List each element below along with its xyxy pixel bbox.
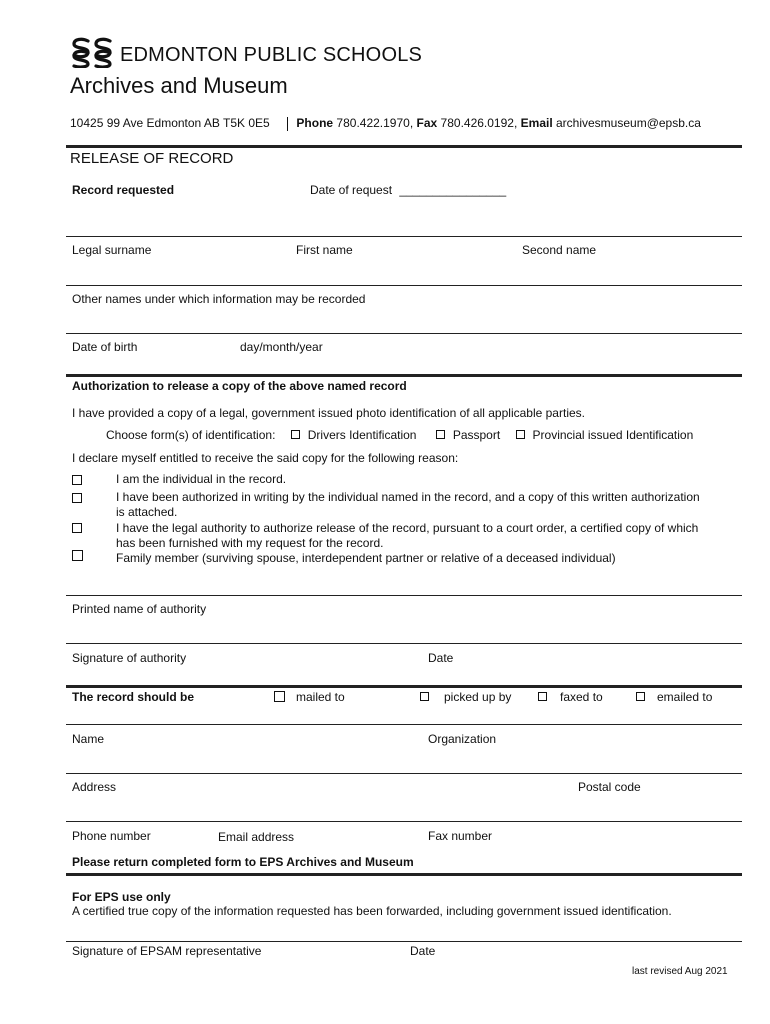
- date-of-request-field[interactable]: ________________: [399, 183, 507, 197]
- rule: [66, 236, 742, 237]
- section-rule: [66, 374, 742, 377]
- other-names-field[interactable]: Other names under which information may be recorded: [72, 292, 366, 306]
- declare-statement: I declare myself entitled to receive the said copy for the following reason:: [72, 451, 459, 465]
- signature-authority-field[interactable]: Signature of authority: [72, 651, 187, 665]
- id-statement: I have provided a copy of a legal, government issued photo identification of all applicable parties.: [72, 406, 585, 420]
- emailed-to-label: emailed to: [657, 690, 713, 704]
- phone-number-field[interactable]: Phone number: [72, 829, 151, 843]
- id-option-passport[interactable]: Passport: [436, 428, 500, 442]
- reason-checkbox-1[interactable]: [72, 475, 82, 485]
- page-title: Archives and Museum: [70, 73, 288, 98]
- id-choice-row: [106, 428, 693, 442]
- rule: [66, 821, 742, 822]
- eps-use-statement: A certified true copy of the information requested has been forwarded, including government issued identification.: [72, 904, 672, 918]
- form-title: RELEASE OF RECORD: [70, 150, 234, 167]
- rule: [66, 941, 742, 942]
- id-option-drivers[interactable]: Drivers Identification: [291, 428, 417, 442]
- rule: [66, 724, 742, 725]
- mailed-to-checkbox[interactable]: [274, 691, 285, 702]
- rule: [66, 595, 742, 596]
- fax-value: 780.426.0192,: [440, 116, 518, 130]
- id-option-provincial[interactable]: Provincial issued Identification: [516, 428, 694, 442]
- section-rule: [66, 685, 742, 688]
- epsam-date-field[interactable]: Date: [410, 944, 436, 958]
- picked-up-label: picked up by: [444, 690, 512, 704]
- date-of-birth-field[interactable]: Date of birth: [72, 340, 138, 354]
- checkbox-icon[interactable]: [436, 430, 445, 439]
- reason-checkbox-2[interactable]: [72, 493, 82, 503]
- revision-note: last revised Aug 2021: [632, 966, 728, 977]
- checkbox-icon[interactable]: [516, 430, 525, 439]
- reason-checkbox-3[interactable]: [72, 523, 82, 533]
- reason-checkbox-4[interactable]: [72, 550, 83, 561]
- email-address-field[interactable]: Email address: [218, 830, 295, 844]
- organization-field[interactable]: Organization: [428, 732, 497, 746]
- dob-format-hint: day/month/year: [240, 340, 323, 354]
- printed-name-field[interactable]: Printed name of authority: [72, 602, 207, 616]
- eps-logo: [70, 36, 114, 68]
- second-name-field[interactable]: Second name: [522, 243, 597, 257]
- reason-2-text: I have been authorized in writing by the individual named in the record, and a copy of this written authorization: [116, 490, 700, 504]
- delivery-heading: The record should be: [72, 690, 195, 704]
- divider: [287, 117, 288, 131]
- email-value[interactable]: archivesmuseum@epsb.ca: [556, 116, 701, 130]
- epsam-signature-field[interactable]: Signature of EPSAM representative: [72, 944, 262, 958]
- address-text: 10425 99 Ave Edmonton AB T5K 0E5: [70, 116, 270, 130]
- checkbox-icon[interactable]: [291, 430, 300, 439]
- postal-code-field[interactable]: Postal code: [578, 780, 641, 794]
- recipient-name-field[interactable]: Name: [72, 732, 105, 746]
- reason-4-text: Family member (surviving spouse, interdependent partner or relative of a deceased individual): [116, 551, 616, 565]
- return-note: Please return completed form to EPS Archives and Museum: [72, 855, 414, 869]
- email-label: Email: [520, 116, 553, 130]
- faxed-to-label: faxed to: [560, 690, 603, 704]
- faxed-to-checkbox[interactable]: [538, 692, 547, 701]
- header-rule: [66, 145, 742, 148]
- emailed-to-checkbox[interactable]: [636, 692, 645, 701]
- authority-date-field[interactable]: Date: [428, 651, 454, 665]
- address-field[interactable]: Address: [72, 780, 117, 794]
- contact-line: [70, 116, 701, 131]
- org-name: EDMONTON PUBLIC SCHOOLS: [120, 44, 423, 66]
- fax-number-field[interactable]: Fax number: [428, 829, 493, 843]
- reason-1-text: I am the individual in the record.: [116, 472, 287, 486]
- reason-3-text: I have the legal authority to authorize release of the record, pursuant to a court order, a certified copy of which: [116, 521, 699, 535]
- authorization-heading: Authorization to release a copy of the above named record: [72, 379, 407, 393]
- picked-up-checkbox[interactable]: [420, 692, 429, 701]
- reason-2-text-cont: is attached.: [116, 505, 178, 519]
- section-rule: [66, 873, 742, 876]
- first-name-field[interactable]: First name: [296, 243, 353, 257]
- record-requested-label: Record requested: [72, 183, 175, 197]
- legal-surname-field[interactable]: Legal surname: [72, 243, 152, 257]
- choose-forms-label: Choose form(s) of identification:: [106, 428, 276, 442]
- rule: [66, 333, 742, 334]
- eps-use-heading: For EPS use only: [72, 890, 171, 904]
- rule: [66, 643, 742, 644]
- reason-3-text-cont: has been furnished with my request for the record.: [116, 536, 384, 550]
- rule: [66, 285, 742, 286]
- phone-value: 780.422.1970,: [336, 116, 414, 130]
- rule: [66, 773, 742, 774]
- phone-label: Phone: [296, 116, 334, 130]
- date-of-request-label: Date of request ________________: [310, 183, 507, 197]
- fax-label: Fax: [416, 116, 438, 130]
- mailed-to-label: mailed to: [296, 690, 345, 704]
